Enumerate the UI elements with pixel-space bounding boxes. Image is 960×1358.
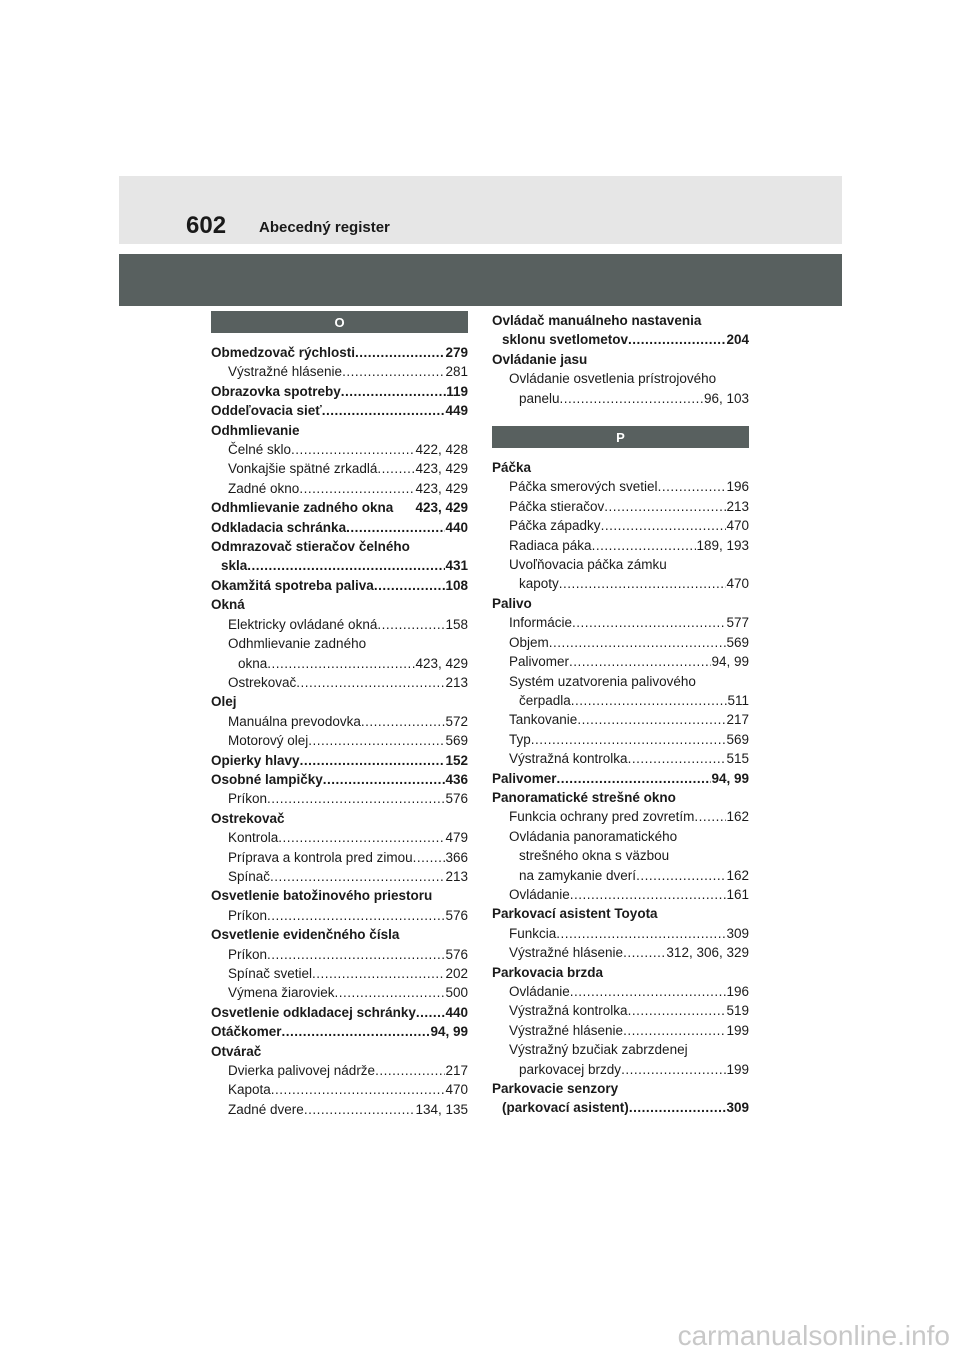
- section-title: Abecedný register: [259, 219, 390, 236]
- index-subentry: Príkon ..... 576: [211, 945, 468, 964]
- index-subentry: Spínač ..... 213: [211, 867, 468, 886]
- letter-bar-p: P: [492, 426, 749, 448]
- index-subentry-cont: okna ..... 423, 429: [211, 654, 468, 673]
- index-subentry: Ovládanie ..... 196: [492, 982, 749, 1001]
- index-entry: Páčka: [492, 460, 532, 476]
- index-subentry: Páčka smerových svetiel ..... 196: [492, 477, 749, 496]
- index-subentry: Vonkajšie spätné zrkadlá ..... 423, 429: [211, 459, 468, 478]
- index-entry: Otvárač: [211, 1043, 262, 1059]
- index-entry-cont: sklonu svetlometov ..... 204: [492, 330, 749, 349]
- index-subentry-cont: parkovacej brzdy ..... 199: [492, 1060, 749, 1079]
- index-subentry-cont: panelu ..... 96, 103: [492, 389, 749, 408]
- index-entry: Parkovacie senzory: [492, 1081, 619, 1097]
- index-subentry: Výmena žiaroviek ..... 500: [211, 983, 468, 1002]
- index-subentry: Páčka stieračov ..... 213: [492, 497, 749, 516]
- index-subentry: Príkon ..... 576: [211, 789, 468, 808]
- index-entry: Odhmlievanie zadného okna 423, 429: [211, 500, 468, 516]
- index-entry: Odkladacia schránka ..... 440: [211, 518, 468, 537]
- index-subentry: Kapota ..... 470: [211, 1080, 468, 1099]
- index-subentry: Ovládanie ..... 161: [492, 885, 749, 904]
- index-entry: Osobné lampičky ..... 436: [211, 770, 468, 789]
- index-entry: Odhmlievanie: [211, 422, 300, 438]
- index-entry-cont: (parkovací asistent) ..... 309: [492, 1098, 749, 1117]
- index-entry: Osvetlenie evidenčného čísla: [211, 927, 400, 943]
- index-subentry-cont: strešného okna s väzbou: [519, 848, 670, 864]
- index-subentry-cont: na zamykanie dverí ..... 162: [492, 866, 749, 885]
- index-entry: Obrazovka spotreby ..... 119: [211, 382, 468, 401]
- index-subentry: Páčka západky ..... 470: [492, 516, 749, 535]
- index-subentry: Objem ..... 569: [492, 633, 749, 652]
- index-entry: Parkovacia brzda: [492, 964, 604, 980]
- index-entry: Parkovací asistent Toyota: [492, 906, 658, 922]
- index-entry: Opierky hlavy ..... 152: [211, 751, 468, 770]
- index-entry-cont: skla ..... 431: [211, 556, 468, 575]
- index-subentry: Elektricky ovládané okná ..... 158: [211, 615, 468, 634]
- index-subentry: Funkcia ..... 309: [492, 924, 749, 943]
- index-entry: Osvetlenie batožinového priestoru: [211, 888, 433, 904]
- index-subentry: Radiaca páka ..... 189, 193: [492, 536, 749, 555]
- index-subentry: Výstražná kontrolka ..... 515: [492, 749, 749, 768]
- header-top-band: [119, 176, 842, 244]
- index-entry: Oddeľovacia sieť ..... 449: [211, 401, 468, 420]
- index-entry: Odmrazovač stieračov čelného: [211, 539, 410, 555]
- index-subentry: Uvoľňovacia páčka zámku: [509, 557, 667, 573]
- index-subentry: Motorový olej ..... 569: [211, 731, 468, 750]
- index-subentry: Systém uzatvorenia palivového: [509, 673, 696, 689]
- letter-bar-o: O: [211, 311, 468, 333]
- index-subentry: Výstražné hlásenie ..... 199: [492, 1021, 749, 1040]
- index-subentry: Typ ..... 569: [492, 730, 749, 749]
- index-subentry-cont: kapoty ..... 470: [492, 574, 749, 593]
- index-entry: Osvetlenie odkladacej schránky ..... 440: [211, 1003, 468, 1022]
- index-entry: Palivomer ..... 94, 99: [492, 769, 749, 788]
- index-subentry: Odhmlievanie zadného: [228, 636, 367, 652]
- index-subentry: Dvierka palivovej nádrže ..... 217: [211, 1061, 468, 1080]
- index-subentry: Tankovanie ..... 217: [492, 710, 749, 729]
- index-subentry: Príprava a kontrola pred zimou ..... 366: [211, 848, 468, 867]
- index-entry: Otáčkomer ..... 94, 99: [211, 1022, 468, 1041]
- index-entry: Ostrekovač: [211, 810, 285, 826]
- index-subentry: Výstražný bzučiak zabrzdenej: [509, 1042, 688, 1058]
- index-subentry: Informácie ..... 577: [492, 613, 749, 632]
- index-entry: Olej: [211, 694, 237, 710]
- index-entry: Ovládanie jasu: [492, 351, 588, 367]
- index-subentry: Ostrekovač ..... 213: [211, 673, 468, 692]
- index-subentry: Palivomer ..... 94, 99: [492, 652, 749, 671]
- index-entry: Obmedzovač rýchlosti ..... 279: [211, 343, 468, 362]
- index-subentry: Čelné sklo ..... 422, 428: [211, 440, 468, 459]
- index-entry: Panoramatické strešné okno: [492, 789, 676, 805]
- index-subentry: Kontrola ..... 479: [211, 828, 468, 847]
- index-subentry: Manuálna prevodovka ..... 572: [211, 712, 468, 731]
- index-entry: Palivo: [492, 595, 532, 611]
- index-subentry-cont: čerpadla ..... 511: [492, 691, 749, 710]
- page-number: 602: [186, 212, 227, 239]
- index-entry: Okamžitá spotreba paliva ..... 108: [211, 576, 468, 595]
- index-entry: Okná: [211, 597, 245, 613]
- index-subentry: Výstražná kontrolka ..... 519: [492, 1001, 749, 1020]
- index-column-left: [211, 311, 468, 1119]
- index-subentry: Výstražné hlásenie ..... 312, 306, 329: [492, 943, 749, 962]
- index-subentry: Výstražné hlásenie ..... 281: [211, 362, 468, 381]
- watermark: carmanualsonline.info: [677, 1320, 950, 1351]
- index-subentry: Ovládania panoramatického: [509, 828, 678, 844]
- index-subentry: Zadné okno ..... 423, 429: [211, 479, 468, 498]
- index-subentry: Spínač svetiel ..... 202: [211, 964, 468, 983]
- header-dark-band: [119, 254, 842, 306]
- index-subentry: Príkon ..... 576: [211, 906, 468, 925]
- index-column-right: [492, 311, 749, 1118]
- index-subentry: Zadné dvere ..... 134, 135: [211, 1100, 468, 1119]
- index-subentry: Ovládanie osvetlenia prístrojového: [509, 371, 717, 387]
- index-subentry: Funkcia ochrany pred zovretím ..... 162: [492, 807, 749, 826]
- index-entry: Ovládač manuálneho nastavenia: [492, 313, 702, 328]
